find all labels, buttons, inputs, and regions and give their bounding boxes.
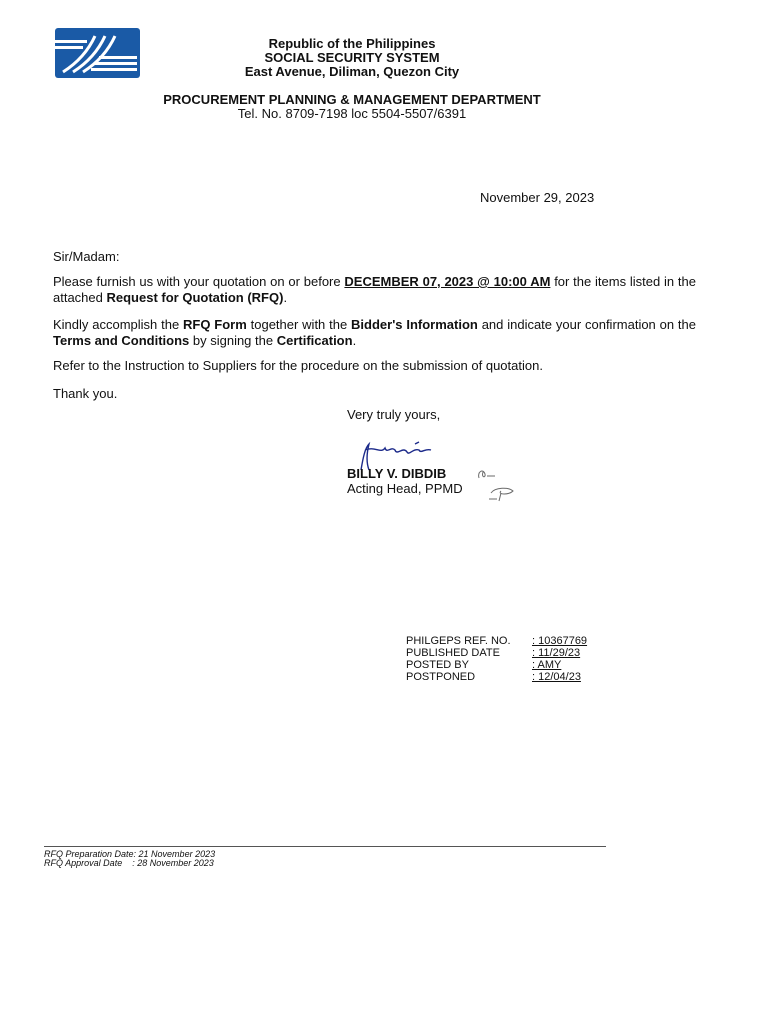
para1-text-c: .	[283, 289, 288, 305]
letterhead-telephone: Tel. No. 8709-7198 loc 5504-5507/6391	[237, 106, 467, 121]
footer-divider	[44, 846, 606, 847]
letterhead-department: PROCUREMENT PLANNING & MANAGEMENT DEPARTMENT	[163, 92, 541, 107]
ref-row-published	[406, 647, 587, 659]
ref-label: PUBLISHED DATE	[406, 647, 500, 659]
salutation: Sir/Madam:	[53, 249, 120, 264]
certification-term: Certification	[276, 332, 353, 348]
para2-text-d: by signing the	[189, 332, 277, 348]
ref-value: : 11/29/23	[532, 647, 581, 659]
ref-row-postponed	[406, 671, 587, 683]
closing: Very truly yours,	[347, 407, 441, 422]
paragraph-quotation-request	[53, 274, 696, 305]
para1-text-a: Please furnish us with your quotation on or before	[53, 274, 345, 289]
ref-value: : 12/04/23	[532, 671, 581, 683]
paragraph-supplier-instructions: Refer to the Instruction to Suppliers for the procedure on the submission of quotation.	[53, 358, 543, 373]
para2-text-a: Kindly accomplish the	[53, 317, 184, 332]
letter-date: November 29, 2023	[480, 190, 595, 205]
ref-label: POSTPONED	[406, 671, 476, 683]
signer-name: BILLY V. DIBDIB	[347, 466, 447, 481]
rfq-form-term: RFQ Form	[183, 317, 247, 332]
initial-mark-2-icon	[487, 483, 517, 503]
initial-mark-icon	[475, 466, 497, 482]
ref-label: POSTED BY	[406, 659, 469, 671]
bidder-info-term: Bidder's Information	[351, 317, 478, 332]
letterhead-address: East Avenue, Diliman, Quezon City	[244, 64, 460, 79]
signer-title: Acting Head, PPMD	[347, 481, 463, 496]
deadline: DECEMBER 07, 2023 @ 10:00 AM	[344, 274, 551, 289]
para2-text-c: and indicate your confirmation on the	[477, 317, 696, 332]
thanks-line: Thank you.	[53, 386, 118, 401]
para2-text-b: together with the	[246, 317, 352, 332]
ref-value: : 10367769	[532, 635, 588, 647]
terms-term: Terms and Conditions	[53, 332, 190, 348]
para1-text-b: for the items listed in the attached	[53, 274, 696, 305]
footer-approval-date: RFQ Approval Date : 28 November 2023	[44, 858, 214, 868]
para2-text-e: .	[352, 332, 357, 348]
letterhead-republic: Republic of the Philippines	[268, 36, 436, 51]
letterhead-agency: SOCIAL SECURITY SYSTEM	[264, 50, 440, 65]
ref-row-philgeps	[406, 635, 587, 647]
ref-row-posted-by	[406, 659, 587, 671]
ref-value: : AMY	[532, 659, 562, 671]
reference-table	[406, 635, 587, 683]
footer-preparation-date: RFQ Preparation Date: 21 November 2023	[44, 849, 216, 859]
paragraph-instructions	[53, 317, 696, 348]
rfq-reference: Request for Quotation (RFQ)	[106, 289, 284, 305]
ref-label: PHILGEPS REF. NO.	[406, 635, 511, 647]
